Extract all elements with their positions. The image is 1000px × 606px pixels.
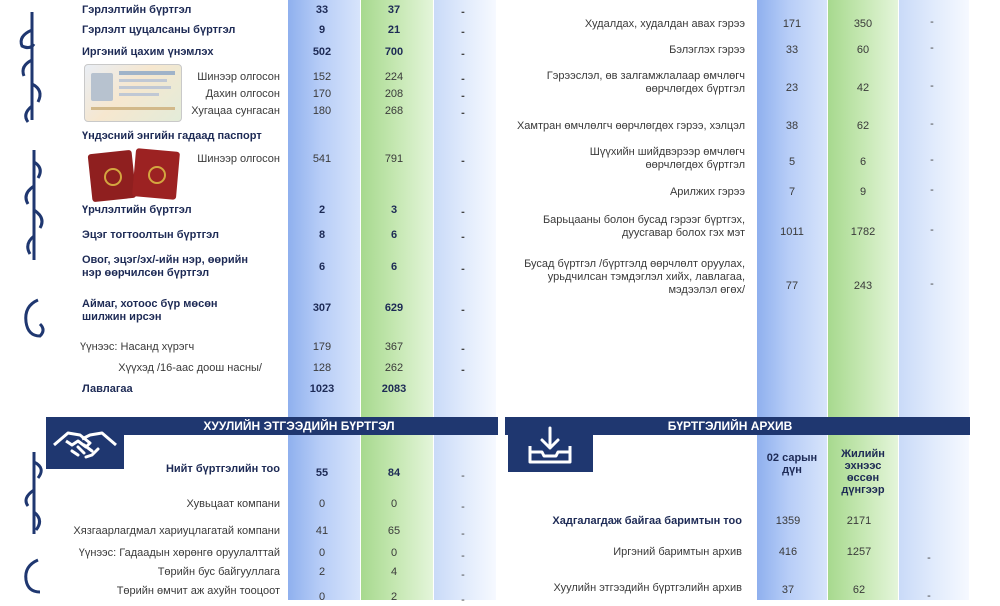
mongolian-script-icon <box>14 556 54 600</box>
archive-row-value-year: 1257 <box>846 546 872 558</box>
row-label: Дахин олгосон <box>205 88 280 100</box>
legal-row-label: Үүнээс: Гадаадын хөрөнгө оруулалттай <box>78 547 280 559</box>
right-row-label: Худалдах, худалдан авах гэрээ <box>584 18 745 30</box>
row-value-change: - <box>461 6 465 18</box>
right-row-value-year: 60 <box>856 44 870 56</box>
right-row-value-month: 7 <box>788 186 796 198</box>
right-row-value-year: 42 <box>856 82 870 94</box>
row-label: Аймаг, хотоос бүр мөсөн шилжин ирсэн <box>82 298 218 323</box>
right-row-value-year: 9 <box>859 186 867 198</box>
mongolian-script-icon <box>14 148 54 268</box>
legal-row-value-month: 41 <box>315 525 329 537</box>
legal-row-value-change: - <box>461 501 465 513</box>
legal-row-value-month: 55 <box>315 467 329 479</box>
legal-row-label: Төрийн бус байгууллага <box>157 566 280 578</box>
passport-icon <box>88 148 184 200</box>
legal-row-value-month: 2 <box>318 566 326 578</box>
row-label: Шинээр олгосон <box>197 71 280 83</box>
right-row-value-year: 350 <box>853 18 873 30</box>
right-row-label: Гэрээслэл, өв залгамжлалаар өмчлөгч өөрчлөгдөх бүртгэл <box>546 70 745 95</box>
legal-row-value-change: - <box>461 550 465 562</box>
legal-section-title: ХУУЛИЙН ЭТГЭЭДИЙН БҮРТГЭЛ <box>203 419 395 433</box>
row-label: Хугацаа сунгасан <box>191 105 280 117</box>
archive-row-label: Хуулийн этгээдийн бүртгэлийн архив <box>553 582 742 594</box>
row-value-change: - <box>461 107 465 119</box>
right-row-value-month: 171 <box>782 18 802 30</box>
row-value-change: - <box>461 48 465 60</box>
handshake-icon <box>46 417 124 469</box>
right-row-label: Бэлэглэх гэрээ <box>669 44 745 56</box>
row-value-year: 3 <box>390 204 398 216</box>
row-value-year: 262 <box>384 362 404 374</box>
legal-row-label: Төрийн өмчит аж ахуйн тооцоот <box>116 585 280 597</box>
row-value-change: - <box>461 263 465 275</box>
right-row-label: Шүүхийн шийдвэрээр өмчлөгч өөрчлөгдөх бүртгэл <box>589 146 745 171</box>
row-label: Эцэг тогтоолтын бүртгэл <box>82 229 219 241</box>
archive-row-value-month: 416 <box>778 546 798 558</box>
legal-row-value-year: 0 <box>390 498 398 510</box>
archive-head-month: 02 сарын дүн <box>766 452 818 476</box>
right-row-value-month: 5 <box>788 156 796 168</box>
row-value-year: 21 <box>387 24 401 36</box>
row-value-year: 6 <box>390 261 398 273</box>
row-value-change: - <box>461 155 465 167</box>
passport-section-title: Үндэсний энгийн гадаад паспорт <box>82 130 262 142</box>
row-value-year: 208 <box>384 88 404 100</box>
right-row-label: Бусад бүртгэл /бүртгэлд өөрчлөлт оруулах, урьдчилсан тэмдэглэл хийх, лавлагаа, мэдээлэл өгөх/ <box>524 258 745 296</box>
row-label: Үүнээс: Насанд хүрэгч <box>80 341 195 353</box>
row-value-year: 791 <box>384 153 404 165</box>
right-row-label: Хамтран өмчлөлгч өөрчлөгдөх гэрээ, хэлцэл <box>516 120 745 132</box>
archive-row-value-year: 2171 <box>846 515 872 527</box>
right-row-value-month: 33 <box>785 44 799 56</box>
archive-head-year: Жилийн эхнээс өссөн дүнгээр <box>841 448 885 496</box>
right-row-value-year: 243 <box>853 280 873 292</box>
archive-row-value-change: - <box>927 590 931 602</box>
legal-row-label: Нийт бүртгэлийн тоо <box>165 463 280 475</box>
legal-row-value-month: 0 <box>318 591 326 603</box>
row-value-month: 152 <box>312 71 332 83</box>
row-value-month: 179 <box>312 341 332 353</box>
row-label: Үрчлэлтийн бүртгэл <box>82 204 192 216</box>
mongolian-script-icon <box>10 10 50 130</box>
row-value-month: 1023 <box>309 383 335 395</box>
right-row-value-month: 77 <box>785 280 799 292</box>
right-row-label: Арилжих гэрээ <box>669 186 745 198</box>
legal-row-value-change: - <box>461 528 465 540</box>
row-value-year: 268 <box>384 105 404 117</box>
right-row-value-change: - <box>930 224 934 236</box>
right-row-label: Барьцааны болон бусад гэрээг бүртгэх, дуусгавар болох гэх мэт <box>542 214 745 239</box>
mongolian-script-icon <box>14 296 54 346</box>
archive-row-value-year: 62 <box>852 584 866 596</box>
row-value-month: 170 <box>312 88 332 100</box>
row-value-year: 37 <box>387 4 401 16</box>
right-row-value-change: - <box>930 42 934 54</box>
row-value-change: - <box>461 90 465 102</box>
legal-row-value-change: - <box>461 470 465 482</box>
row-value-change: - <box>461 73 465 85</box>
row-value-year: 6 <box>390 229 398 241</box>
archive-section-title: БҮРТГЭЛИЙН АРХИВ <box>667 419 793 433</box>
row-value-month: 8 <box>318 229 326 241</box>
legal-row-value-month: 0 <box>318 547 326 559</box>
right-row-value-year: 1782 <box>850 226 876 238</box>
right-row-value-month: 23 <box>785 82 799 94</box>
legal-row-value-year: 2 <box>390 591 398 603</box>
row-value-month: 9 <box>318 24 326 36</box>
right-row-value-change: - <box>930 278 934 290</box>
legal-row-label: Хувьцаат компани <box>186 498 280 510</box>
row-value-change: - <box>461 364 465 376</box>
right-row-value-change: - <box>930 154 934 166</box>
id-card-icon <box>84 64 182 122</box>
row-value-month: 307 <box>312 302 332 314</box>
row-value-change: - <box>461 304 465 316</box>
row-value-change: - <box>461 26 465 38</box>
row-label: Лавлагаа <box>82 383 133 395</box>
right-row-value-year: 6 <box>859 156 867 168</box>
right-row-value-change: - <box>930 118 934 130</box>
legal-row-value-year: 4 <box>390 566 398 578</box>
row-label: Иргэний цахим үнэмлэх <box>82 46 214 58</box>
row-value-year: 2083 <box>381 383 407 395</box>
right-row-value-month: 1011 <box>780 226 804 238</box>
right-row-value-change: - <box>930 184 934 196</box>
row-value-year: 367 <box>384 341 404 353</box>
archive-row-value-month: 1359 <box>775 515 801 527</box>
row-value-change: - <box>461 206 465 218</box>
row-value-month: 128 <box>312 362 332 374</box>
row-value-month: 2 <box>318 204 326 216</box>
row-value-month: 180 <box>312 105 332 117</box>
row-value-month: 502 <box>312 46 332 58</box>
row-value-year: 629 <box>384 302 404 314</box>
row-value-year: 224 <box>384 71 404 83</box>
legal-row-value-year: 65 <box>387 525 401 537</box>
row-value-month: 6 <box>318 261 326 273</box>
row-label: Овог, эцэг/эх/-ийн нэр, өөрийн нэр өөрчилсөн бүртгэл <box>82 254 249 279</box>
right-row-value-change: - <box>930 16 934 28</box>
legal-row-value-year: 0 <box>390 547 398 559</box>
archive-row-label: Хадгалагдаж байгаа баримтын тоо <box>552 515 742 527</box>
row-value-year: 700 <box>384 46 404 58</box>
right-row-value-month: 38 <box>785 120 799 132</box>
legal-row-value-change: - <box>461 594 465 606</box>
row-value-month: 541 <box>312 153 332 165</box>
right-row-value-year: 62 <box>856 120 870 132</box>
legal-row-label: Хязгаарлагдмал хариуцлагатай компани <box>73 525 280 537</box>
legal-row-value-change: - <box>461 569 465 581</box>
row-label: Гэрлэлт цуцалсаны бүртгэл <box>82 24 236 36</box>
archive-row-value-change: - <box>927 552 931 564</box>
legal-row-value-year: 84 <box>387 467 401 479</box>
right-row-value-change: - <box>930 80 934 92</box>
row-value-month: 33 <box>315 4 329 16</box>
legal-row-value-month: 0 <box>318 498 326 510</box>
archive-row-value-month: 37 <box>781 584 795 596</box>
row-value-change: - <box>461 231 465 243</box>
archive-inbox-icon <box>508 420 593 472</box>
row-label: Шинээр олгосон <box>197 153 280 165</box>
row-value-change: - <box>461 343 465 355</box>
row-label: Гэрлэлтийн бүртгэл <box>82 4 192 16</box>
row-label: Хүүхэд /16-аас доош насны/ <box>118 362 262 374</box>
archive-row-label: Иргэний баримтын архив <box>613 546 742 558</box>
